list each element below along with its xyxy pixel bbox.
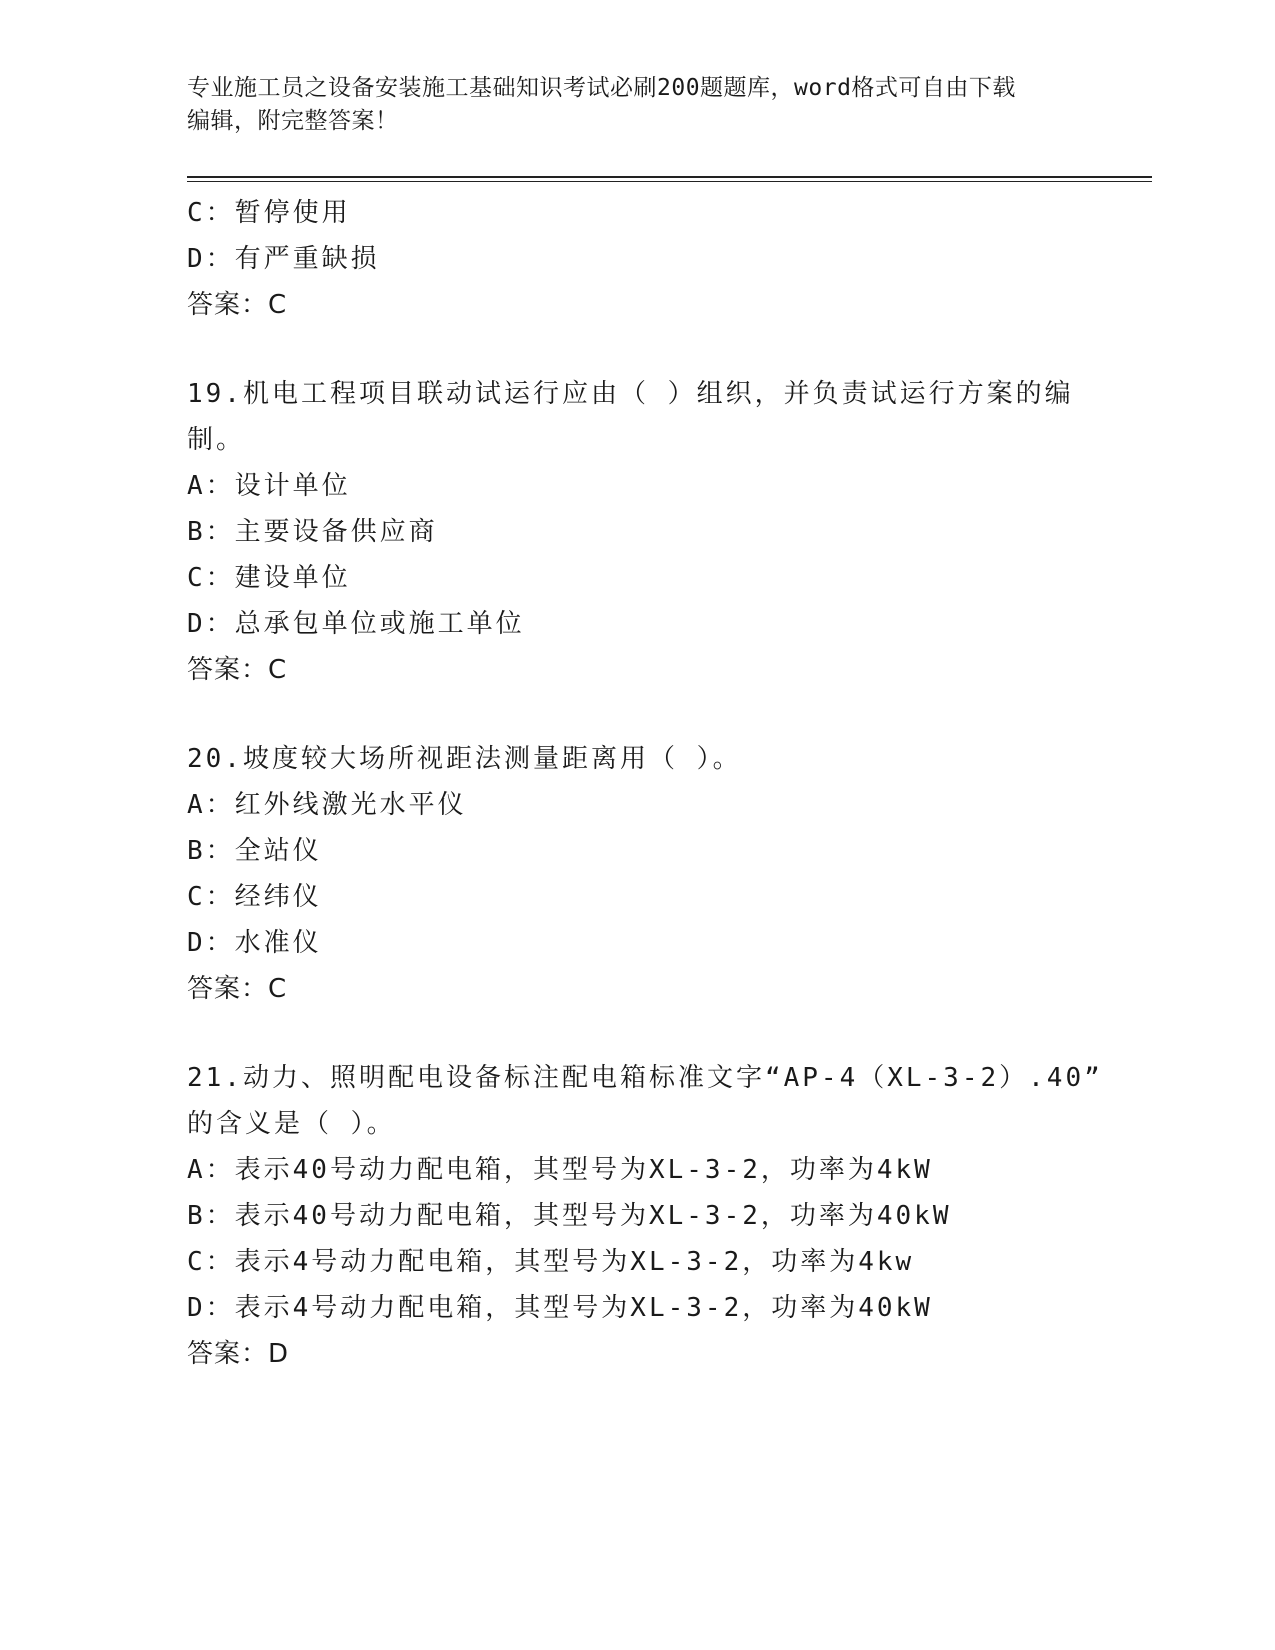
spacer: [187, 693, 1087, 736]
question-stem-continued: 的含义是（ ）。: [187, 1109, 396, 1139]
header-divider-thick: [187, 176, 1152, 178]
option-d: D：有严重缺损: [187, 244, 380, 274]
question-content: [187, 190, 1103, 1377]
option-d: D：表示4号动力配电箱，其型号为XL-3-2，功率为40kW: [187, 1293, 933, 1323]
question-stem-continued: 制。: [187, 425, 246, 455]
option-b: B：主要设备供应商: [187, 517, 438, 547]
question-block-20: [187, 736, 1087, 1012]
question-block-18-tail: [187, 190, 1087, 328]
option-c: C：经纬仪: [187, 882, 322, 912]
header-divider-thin: [187, 181, 1152, 182]
option-d: D：水准仪: [187, 928, 322, 958]
option-b: B：全站仪: [187, 836, 322, 866]
spacer: [187, 328, 1087, 371]
option-c: C：建设单位: [187, 563, 351, 593]
option-a: A：设计单位: [187, 471, 351, 501]
question-block-19: [187, 371, 1087, 693]
spacer: [187, 1012, 1087, 1055]
header-title-line-2: 编辑，附完整答案！: [187, 108, 399, 134]
question-stem: 20.坡度较大场所视距法测量距离用（ ）。: [187, 744, 742, 774]
option-a: A：表示40号动力配电箱，其型号为XL-3-2，功率为4kW: [187, 1155, 933, 1185]
question-stem: 21.动力、照明配电设备标注配电箱标准文字“AP-4（XL-3-2）.40”: [187, 1063, 1103, 1093]
answer-line: 答案：C: [187, 655, 288, 685]
answer-line: 答案：C: [187, 290, 288, 320]
answer-line: 答案：C: [187, 974, 288, 1004]
option-d: D：总承包单位或施工单位: [187, 609, 525, 639]
document-header: [187, 72, 1067, 138]
option-c: C：暂停使用: [187, 198, 351, 228]
header-title-line-1: 专业施工员之设备安装施工基础知识考试必刷200题题库，word格式可自由下载: [187, 75, 1016, 101]
question-block-21: [187, 1055, 1103, 1377]
option-c: C：表示4号动力配电箱，其型号为XL-3-2，功率为4kw: [187, 1247, 915, 1277]
option-b: B：表示40号动力配电箱，其型号为XL-3-2，功率为40kW: [187, 1201, 952, 1231]
answer-line: 答案：D: [187, 1339, 290, 1369]
question-stem: 19.机电工程项目联动试运行应由（ ）组织，并负责试运行方案的编: [187, 379, 1074, 409]
option-a: A：红外线激光水平仪: [187, 790, 467, 820]
